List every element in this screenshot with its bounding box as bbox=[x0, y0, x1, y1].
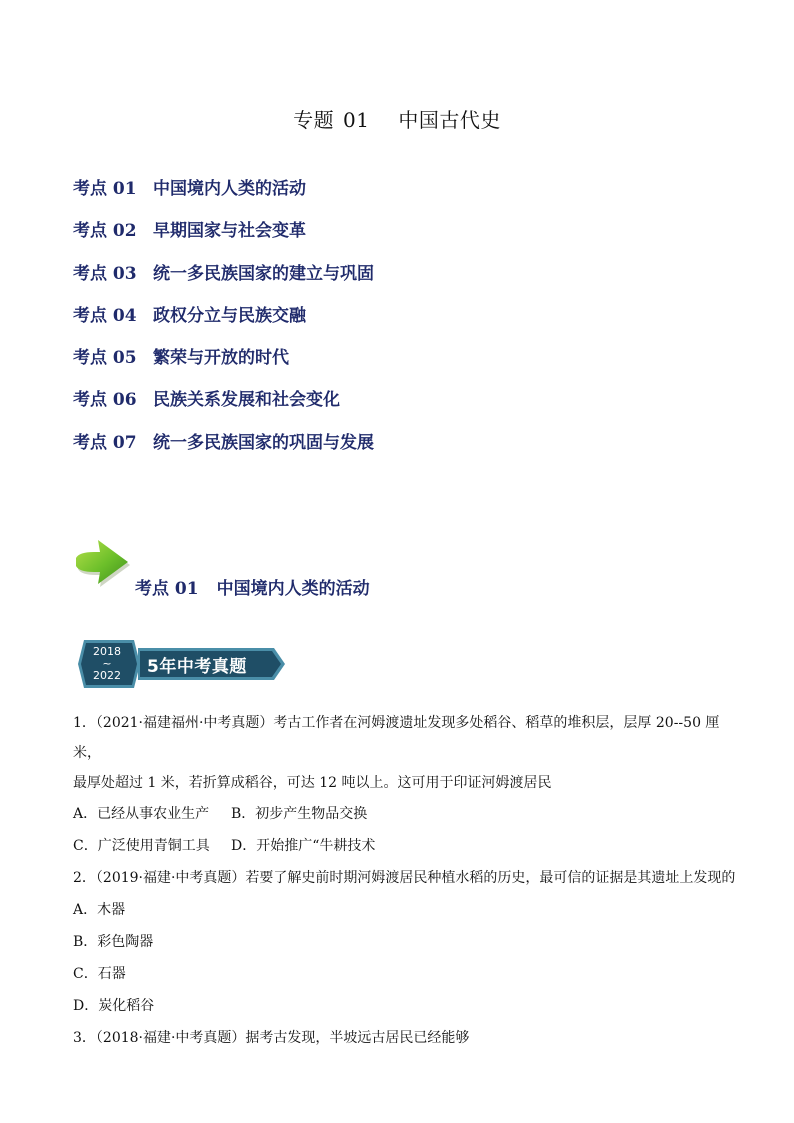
option-d[interactable]: D．开始推广“牛耕技术 bbox=[231, 838, 376, 854]
toc-item-code: 考点 03 bbox=[73, 263, 137, 284]
toc-item-title: 早期国家与社会变革 bbox=[153, 221, 306, 242]
toc-item-code: 考点 01 bbox=[73, 179, 137, 199]
toc-item-title: 中国境内人类的活动 bbox=[153, 179, 306, 199]
page-title bbox=[0, 104, 794, 133]
question-3: 3．（2018·福建·中考真题）据考古发现，半坡远古居民已经能够 bbox=[73, 1030, 470, 1046]
option-row bbox=[73, 798, 733, 830]
toc-item-code: 考点 06 bbox=[73, 390, 137, 411]
toc-item-title: 政权分立与民族交融 bbox=[153, 305, 306, 326]
toc-item[interactable] bbox=[73, 177, 374, 219]
option-a[interactable]: A．已经从事农业生产 bbox=[73, 806, 210, 822]
option-c[interactable]: C．石器 bbox=[73, 966, 126, 982]
year-end: 2022 bbox=[93, 669, 121, 682]
table-of-contents bbox=[73, 177, 374, 473]
toc-item-code: 考点 07 bbox=[73, 432, 137, 453]
toc-item[interactable] bbox=[73, 388, 374, 430]
option-b[interactable]: B．彩色陶器 bbox=[73, 934, 154, 950]
question-stem: 1．（2021·福建福州·中考真题）考古工作者在河姆渡遗址发现多处稻谷、稻草的堆积层，层厚 20--50 厘米， bbox=[73, 715, 720, 761]
toc-item[interactable] bbox=[73, 262, 374, 304]
toc-item-title: 统一多民族国家的建立与巩固 bbox=[153, 263, 374, 284]
title-number: 01 bbox=[343, 108, 370, 132]
toc-item-title: 民族关系发展和社会变化 bbox=[153, 390, 340, 411]
title-text: 中国古代史 bbox=[398, 108, 501, 132]
toc-item[interactable] bbox=[73, 431, 374, 473]
section-heading bbox=[72, 534, 472, 599]
option-a[interactable]: A．木器 bbox=[73, 902, 126, 918]
banner-label: 5年中考真题 bbox=[147, 656, 247, 677]
green-arrow-icon bbox=[72, 534, 132, 590]
toc-item-code: 考点 04 bbox=[73, 305, 137, 326]
option-d[interactable]: D．炭化稻谷 bbox=[73, 998, 155, 1014]
option-c[interactable]: C．广泛使用青铜工具 bbox=[73, 838, 210, 854]
question-1 bbox=[73, 708, 733, 798]
toc-item-title: 繁荣与开放的时代 bbox=[153, 348, 289, 369]
question-list bbox=[73, 708, 736, 1054]
toc-item[interactable] bbox=[73, 346, 374, 388]
toc-item[interactable] bbox=[73, 304, 374, 346]
toc-item-code: 考点 05 bbox=[73, 348, 137, 369]
toc-item-code: 考点 02 bbox=[73, 221, 137, 242]
section-code: 考点 01 bbox=[135, 579, 199, 599]
option-row bbox=[73, 830, 733, 862]
question-2: 2．（2019·福建·中考真题）若要了解史前时期河姆渡居民种植水稻的历史，最可信的证据是其遗址上发现的 bbox=[73, 870, 736, 886]
section-title-text: 中国境内人类的活动 bbox=[216, 579, 370, 599]
banner-years bbox=[78, 636, 136, 692]
toc-item-title: 统一多民族国家的巩固与发展 bbox=[153, 432, 374, 453]
question-stem: 最厚处超过 1 米，若折算成稻谷，可达 12 吨以上。这可用于印证河姆渡居民 bbox=[73, 775, 552, 791]
year-start: 2018 bbox=[93, 645, 121, 658]
year-separator: ~ bbox=[102, 657, 112, 670]
section-title bbox=[135, 574, 370, 599]
toc-item[interactable] bbox=[73, 219, 374, 261]
exam-banner bbox=[78, 636, 286, 692]
option-b[interactable]: B．初步产生物品交换 bbox=[231, 806, 368, 822]
title-prefix: 专题 bbox=[293, 108, 335, 132]
